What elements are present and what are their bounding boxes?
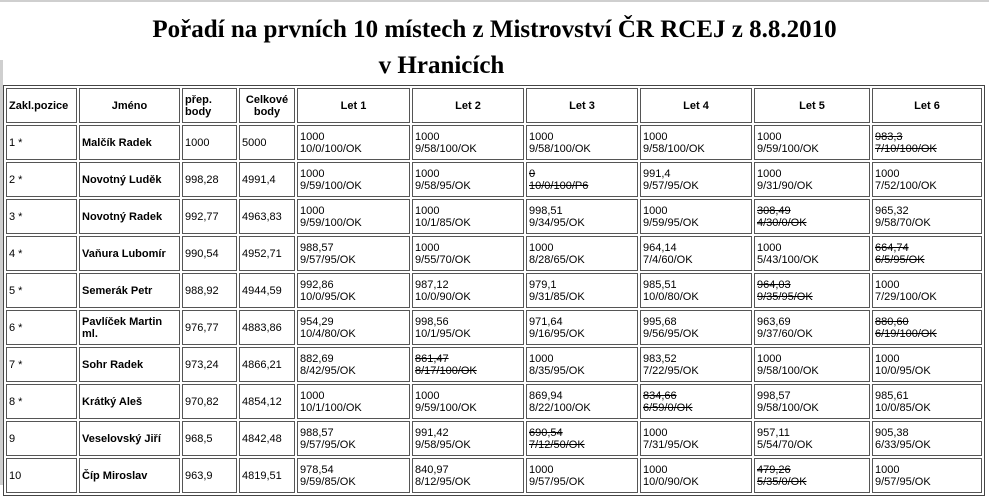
flight-detail: 9/16/95/OK <box>529 327 585 340</box>
flight-cell <box>412 125 524 160</box>
flight-score: 985,51 <box>643 278 677 291</box>
flight-cell <box>872 421 982 456</box>
flight-score: 992,86 <box>300 278 334 291</box>
header-let-5: Let 5 <box>754 88 870 123</box>
flight-cell <box>297 199 410 234</box>
flight-cell <box>754 199 870 234</box>
flight-cell <box>754 162 870 197</box>
flight-detail: 7/4/60/OK <box>643 253 693 266</box>
flight-cell <box>754 384 870 419</box>
name-cell: Vaňura Lubomír <box>79 236 180 271</box>
flight-score: 834,66 <box>643 389 677 402</box>
prep-points-cell: 976,77 <box>182 310 237 345</box>
flight-detail: 9/57/95/OK <box>300 253 356 266</box>
flight-score: 1000 <box>529 241 554 254</box>
flight-cell <box>872 199 982 234</box>
flight-detail: 8/17/100/OK <box>415 364 477 377</box>
position-cell: 7 * <box>6 347 77 382</box>
flight-detail: 10/1/85/OK <box>415 216 471 229</box>
flight-detail: 10/0/90/OK <box>643 475 699 488</box>
flight-score: 1000 <box>757 352 782 365</box>
name-cell: Číp Miroslav <box>79 458 180 493</box>
flight-detail: 8/28/65/OK <box>529 253 585 266</box>
flight-cell <box>872 310 982 345</box>
flight-score: 971,64 <box>529 315 563 328</box>
name-cell: Malčík Radek <box>79 125 180 160</box>
flight-detail: 9/31/85/OK <box>529 290 585 303</box>
flight-score: 998,56 <box>415 315 449 328</box>
flight-score: 1000 <box>529 130 554 143</box>
flight-score: 1000 <box>415 130 440 143</box>
flight-score: 1000 <box>529 352 554 365</box>
flight-cell <box>640 125 752 160</box>
flight-detail: 7/22/95/OK <box>643 364 699 377</box>
flight-score: 1000 <box>300 389 325 402</box>
flight-score: 957,11 <box>757 426 790 439</box>
flight-cell <box>297 310 410 345</box>
total-points-cell: 4842,48 <box>239 421 295 456</box>
header-let-1: Let 1 <box>297 88 410 123</box>
flight-cell <box>872 273 982 308</box>
flight-cell <box>297 347 410 382</box>
flight-score: 479,26 <box>757 463 791 476</box>
flight-detail: 10/1/100/OK <box>300 401 362 414</box>
flight-score: 1000 <box>415 389 440 402</box>
flight-cell <box>872 125 982 160</box>
flight-cell <box>754 236 870 271</box>
prep-points-cell: 968,5 <box>182 421 237 456</box>
total-points-cell: 5000 <box>239 125 295 160</box>
flight-cell <box>412 310 524 345</box>
flight-score: 905,38 <box>875 426 909 439</box>
flight-detail: 7/29/100/OK <box>875 290 937 303</box>
flight-detail: 7/12/50/OK <box>529 438 585 451</box>
flight-detail: 9/58/100/OK <box>643 142 705 155</box>
flight-cell <box>526 236 638 271</box>
total-points-cell: 4854,12 <box>239 384 295 419</box>
flight-detail: 9/35/95/OK <box>757 290 813 303</box>
flight-cell <box>297 384 410 419</box>
flight-detail: 10/0/95/OK <box>875 364 931 377</box>
flight-score: 1000 <box>757 241 782 254</box>
flight-score: 995,68 <box>643 315 677 328</box>
flight-score: 1000 <box>643 463 668 476</box>
flight-cell <box>754 310 870 345</box>
flight-cell <box>640 310 752 345</box>
table-row <box>6 125 982 160</box>
flight-detail: 9/59/100/OK <box>415 401 477 414</box>
flight-cell <box>872 236 982 271</box>
flight-score: 1000 <box>300 167 325 180</box>
flight-cell <box>526 199 638 234</box>
table-row <box>6 310 982 345</box>
flight-detail: 9/59/100/OK <box>300 179 362 192</box>
flight-cell <box>412 273 524 308</box>
flight-cell <box>526 458 638 493</box>
flight-cell <box>412 384 524 419</box>
flight-score: 1000 <box>875 352 900 365</box>
flight-cell <box>412 421 524 456</box>
results-table <box>3 85 985 496</box>
flight-score: 988,57 <box>300 426 334 439</box>
flight-score: 1000 <box>415 167 440 180</box>
flight-cell <box>297 273 410 308</box>
table-row <box>6 199 982 234</box>
flight-cell <box>640 347 752 382</box>
flight-score: 954,29 <box>300 315 334 328</box>
flight-score: 880,60 <box>875 315 909 328</box>
flight-detail: 9/31/90/OK <box>757 179 813 192</box>
flight-score: 963,69 <box>757 315 791 328</box>
flight-cell <box>872 347 982 382</box>
flight-detail: 8/12/95/OK <box>415 475 471 488</box>
flight-detail: 4/30/0/OK <box>757 216 807 229</box>
flight-cell <box>526 421 638 456</box>
total-points-cell: 4883,86 <box>239 310 295 345</box>
flight-detail: 9/57/95/OK <box>643 179 699 192</box>
total-points-cell: 4944,59 <box>239 273 295 308</box>
total-points-cell: 4866,21 <box>239 347 295 382</box>
flight-detail: 10/0/100/OK <box>300 142 362 155</box>
prep-points-cell: 990,54 <box>182 236 237 271</box>
flight-score: 1000 <box>415 241 440 254</box>
flight-score: 1000 <box>415 204 440 217</box>
flight-cell <box>297 162 410 197</box>
flight-detail: 9/55/70/OK <box>415 253 471 266</box>
flight-score: 988,57 <box>300 241 334 254</box>
flight-cell <box>640 458 752 493</box>
page-subtitle: v Hranicích <box>378 52 505 79</box>
flight-detail: 10/0/90/OK <box>415 290 471 303</box>
flight-score: 840,97 <box>415 463 449 476</box>
flight-score: 1000 <box>757 130 782 143</box>
table-row <box>6 421 982 456</box>
flight-detail: 7/31/95/OK <box>643 438 699 451</box>
flight-score: 869,94 <box>529 389 563 402</box>
flight-detail: 9/58/95/OK <box>415 438 471 451</box>
flight-detail: 5/35/0/OK <box>757 475 807 488</box>
flight-detail: 8/35/95/OK <box>529 364 585 377</box>
table-row <box>6 236 982 271</box>
flight-cell <box>526 273 638 308</box>
flight-score: 965,32 <box>875 204 909 217</box>
flight-cell <box>640 273 752 308</box>
position-cell: 9 <box>6 421 77 456</box>
flight-detail: 9/57/95/OK <box>875 475 931 488</box>
header-position: Zakl.pozice <box>6 88 77 123</box>
flight-score: 1000 <box>300 204 325 217</box>
total-points-cell: 4991,4 <box>239 162 295 197</box>
flight-cell <box>412 162 524 197</box>
table-row <box>6 384 982 419</box>
name-cell: Pavlíček Martin ml. <box>79 310 180 345</box>
flight-score: 882,69 <box>300 352 334 365</box>
flight-detail: 10/0/100/P6 <box>529 179 589 192</box>
header-let-4: Let 4 <box>640 88 752 123</box>
flight-score: 987,12 <box>415 278 449 291</box>
name-cell: Semerák Petr <box>79 273 180 308</box>
flight-cell <box>526 162 638 197</box>
flight-score: 1000 <box>875 463 900 476</box>
header-total-points: Celkové body <box>239 88 295 123</box>
flight-detail: 6/33/95/OK <box>875 438 931 451</box>
flight-detail: 10/0/85/OK <box>875 401 931 414</box>
flight-score: 1000 <box>643 204 668 217</box>
flight-detail: 8/42/95/OK <box>300 364 356 377</box>
flight-score: 991,4 <box>643 167 671 180</box>
flight-detail: 6/19/100/OK <box>875 327 937 340</box>
flight-cell <box>754 421 870 456</box>
flight-cell <box>297 421 410 456</box>
position-cell: 2 * <box>6 162 77 197</box>
top-edge <box>0 0 989 2</box>
header-name: Jméno <box>79 88 180 123</box>
name-cell: Novotný Luděk <box>79 162 180 197</box>
prep-points-cell: 988,92 <box>182 273 237 308</box>
name-cell: Krátký Aleš <box>79 384 180 419</box>
header-prep-points: přep. body <box>182 88 237 123</box>
flight-score: 991,42 <box>415 426 449 439</box>
flight-score: 979,1 <box>529 278 557 291</box>
flight-detail: 9/58/95/OK <box>415 179 471 192</box>
flight-cell <box>526 347 638 382</box>
flight-cell <box>297 236 410 271</box>
flight-cell <box>412 236 524 271</box>
flight-detail: 9/58/100/OK <box>529 142 591 155</box>
flight-detail: 9/58/100/OK <box>415 142 477 155</box>
flight-cell <box>412 347 524 382</box>
flight-detail: 9/57/95/OK <box>300 438 356 451</box>
flight-cell <box>297 458 410 493</box>
header-let-2: Let 2 <box>412 88 524 123</box>
flight-detail: 9/57/95/OK <box>529 475 585 488</box>
table-row <box>6 162 982 197</box>
total-points-cell: 4952,71 <box>239 236 295 271</box>
total-points-cell: 4819,51 <box>239 458 295 493</box>
flight-detail: 10/4/80/OK <box>300 327 356 340</box>
header-let-6: Let 6 <box>872 88 982 123</box>
flight-cell <box>412 199 524 234</box>
flight-detail: 5/54/70/OK <box>757 438 813 451</box>
position-cell: 6 * <box>6 310 77 345</box>
flight-detail: 7/10/100/OK <box>875 142 937 155</box>
prep-points-cell: 998,28 <box>182 162 237 197</box>
flight-score: 1000 <box>757 167 782 180</box>
flight-cell <box>640 236 752 271</box>
flight-cell <box>754 125 870 160</box>
header-let-3: Let 3 <box>526 88 638 123</box>
name-cell: Sohr Radek <box>79 347 180 382</box>
flight-cell <box>754 458 870 493</box>
flight-cell <box>297 125 410 160</box>
flight-cell <box>412 458 524 493</box>
flight-cell <box>872 384 982 419</box>
header-row <box>6 88 982 123</box>
prep-points-cell: 973,24 <box>182 347 237 382</box>
flight-score: 1000 <box>875 167 900 180</box>
flight-score: 998,57 <box>757 389 791 402</box>
flight-detail: 10/1/95/OK <box>415 327 471 340</box>
table-row <box>6 273 982 308</box>
flight-detail: 9/34/95/OK <box>529 216 585 229</box>
flight-detail: 9/37/60/OK <box>757 327 813 340</box>
table-row <box>6 347 982 382</box>
flight-score: 985,61 <box>875 389 909 402</box>
flight-cell <box>754 347 870 382</box>
flight-score: 1000 <box>529 463 554 476</box>
flight-detail: 8/22/100/OK <box>529 401 591 414</box>
table-row <box>6 458 982 493</box>
position-cell: 8 * <box>6 384 77 419</box>
flight-cell <box>640 199 752 234</box>
flight-score: 1000 <box>300 130 325 143</box>
name-cell: Novotný Radek <box>79 199 180 234</box>
flight-score: 978,54 <box>300 463 334 476</box>
position-cell: 3 * <box>6 199 77 234</box>
flight-cell <box>640 384 752 419</box>
flight-cell <box>526 125 638 160</box>
prep-points-cell: 970,82 <box>182 384 237 419</box>
flight-score: 308,49 <box>757 204 791 217</box>
flight-detail: 9/58/100/OK <box>757 364 819 377</box>
prep-points-cell: 992,77 <box>182 199 237 234</box>
flight-score: 664,74 <box>875 241 909 254</box>
flight-detail: 9/56/95/OK <box>643 327 699 340</box>
flight-score: 690,54 <box>529 426 563 439</box>
flight-score: 1000 <box>643 130 668 143</box>
flight-score: 998,51 <box>529 204 563 217</box>
flight-detail: 9/58/70/OK <box>875 216 931 229</box>
flight-score: 983,52 <box>643 352 677 365</box>
flight-detail: 10/0/95/OK <box>300 290 356 303</box>
page-title: Pořadí na prvních 10 místech z Mistrovství ČR RCEJ z 8.8.2010 <box>152 16 837 43</box>
flight-cell <box>526 384 638 419</box>
prep-points-cell: 963,9 <box>182 458 237 493</box>
flight-score: 964,03 <box>757 278 791 291</box>
position-cell: 1 * <box>6 125 77 160</box>
flight-cell <box>872 162 982 197</box>
flight-score: 1000 <box>643 426 668 439</box>
prep-points-cell: 1000 <box>182 125 237 160</box>
flight-detail: 9/59/95/OK <box>643 216 699 229</box>
flight-cell <box>754 273 870 308</box>
position-cell: 4 * <box>6 236 77 271</box>
flight-detail: 6/59/0/OK <box>643 401 693 414</box>
flight-score: 964,14 <box>643 241 677 254</box>
flight-detail: 5/43/100/OK <box>757 253 819 266</box>
flight-score: 983,3 <box>875 130 903 143</box>
flight-cell <box>872 458 982 493</box>
flight-cell <box>526 310 638 345</box>
flight-detail: 9/59/100/OK <box>300 216 362 229</box>
flight-detail: 9/59/85/OK <box>300 475 356 488</box>
flight-detail: 10/0/80/OK <box>643 290 699 303</box>
flight-detail: 9/58/100/OK <box>757 401 819 414</box>
flight-detail: 9/59/100/OK <box>757 142 819 155</box>
position-cell: 5 * <box>6 273 77 308</box>
flight-cell <box>640 421 752 456</box>
flight-score: 1000 <box>875 278 900 291</box>
flight-score: 0 <box>529 167 536 180</box>
flight-detail: 7/52/100/OK <box>875 179 937 192</box>
position-cell: 10 <box>6 458 77 493</box>
name-cell: Veselovský Jiří <box>79 421 180 456</box>
flight-cell <box>640 162 752 197</box>
total-points-cell: 4963,83 <box>239 199 295 234</box>
flight-detail: 6/5/95/OK <box>875 253 925 266</box>
flight-score: 861,47 <box>415 352 449 365</box>
